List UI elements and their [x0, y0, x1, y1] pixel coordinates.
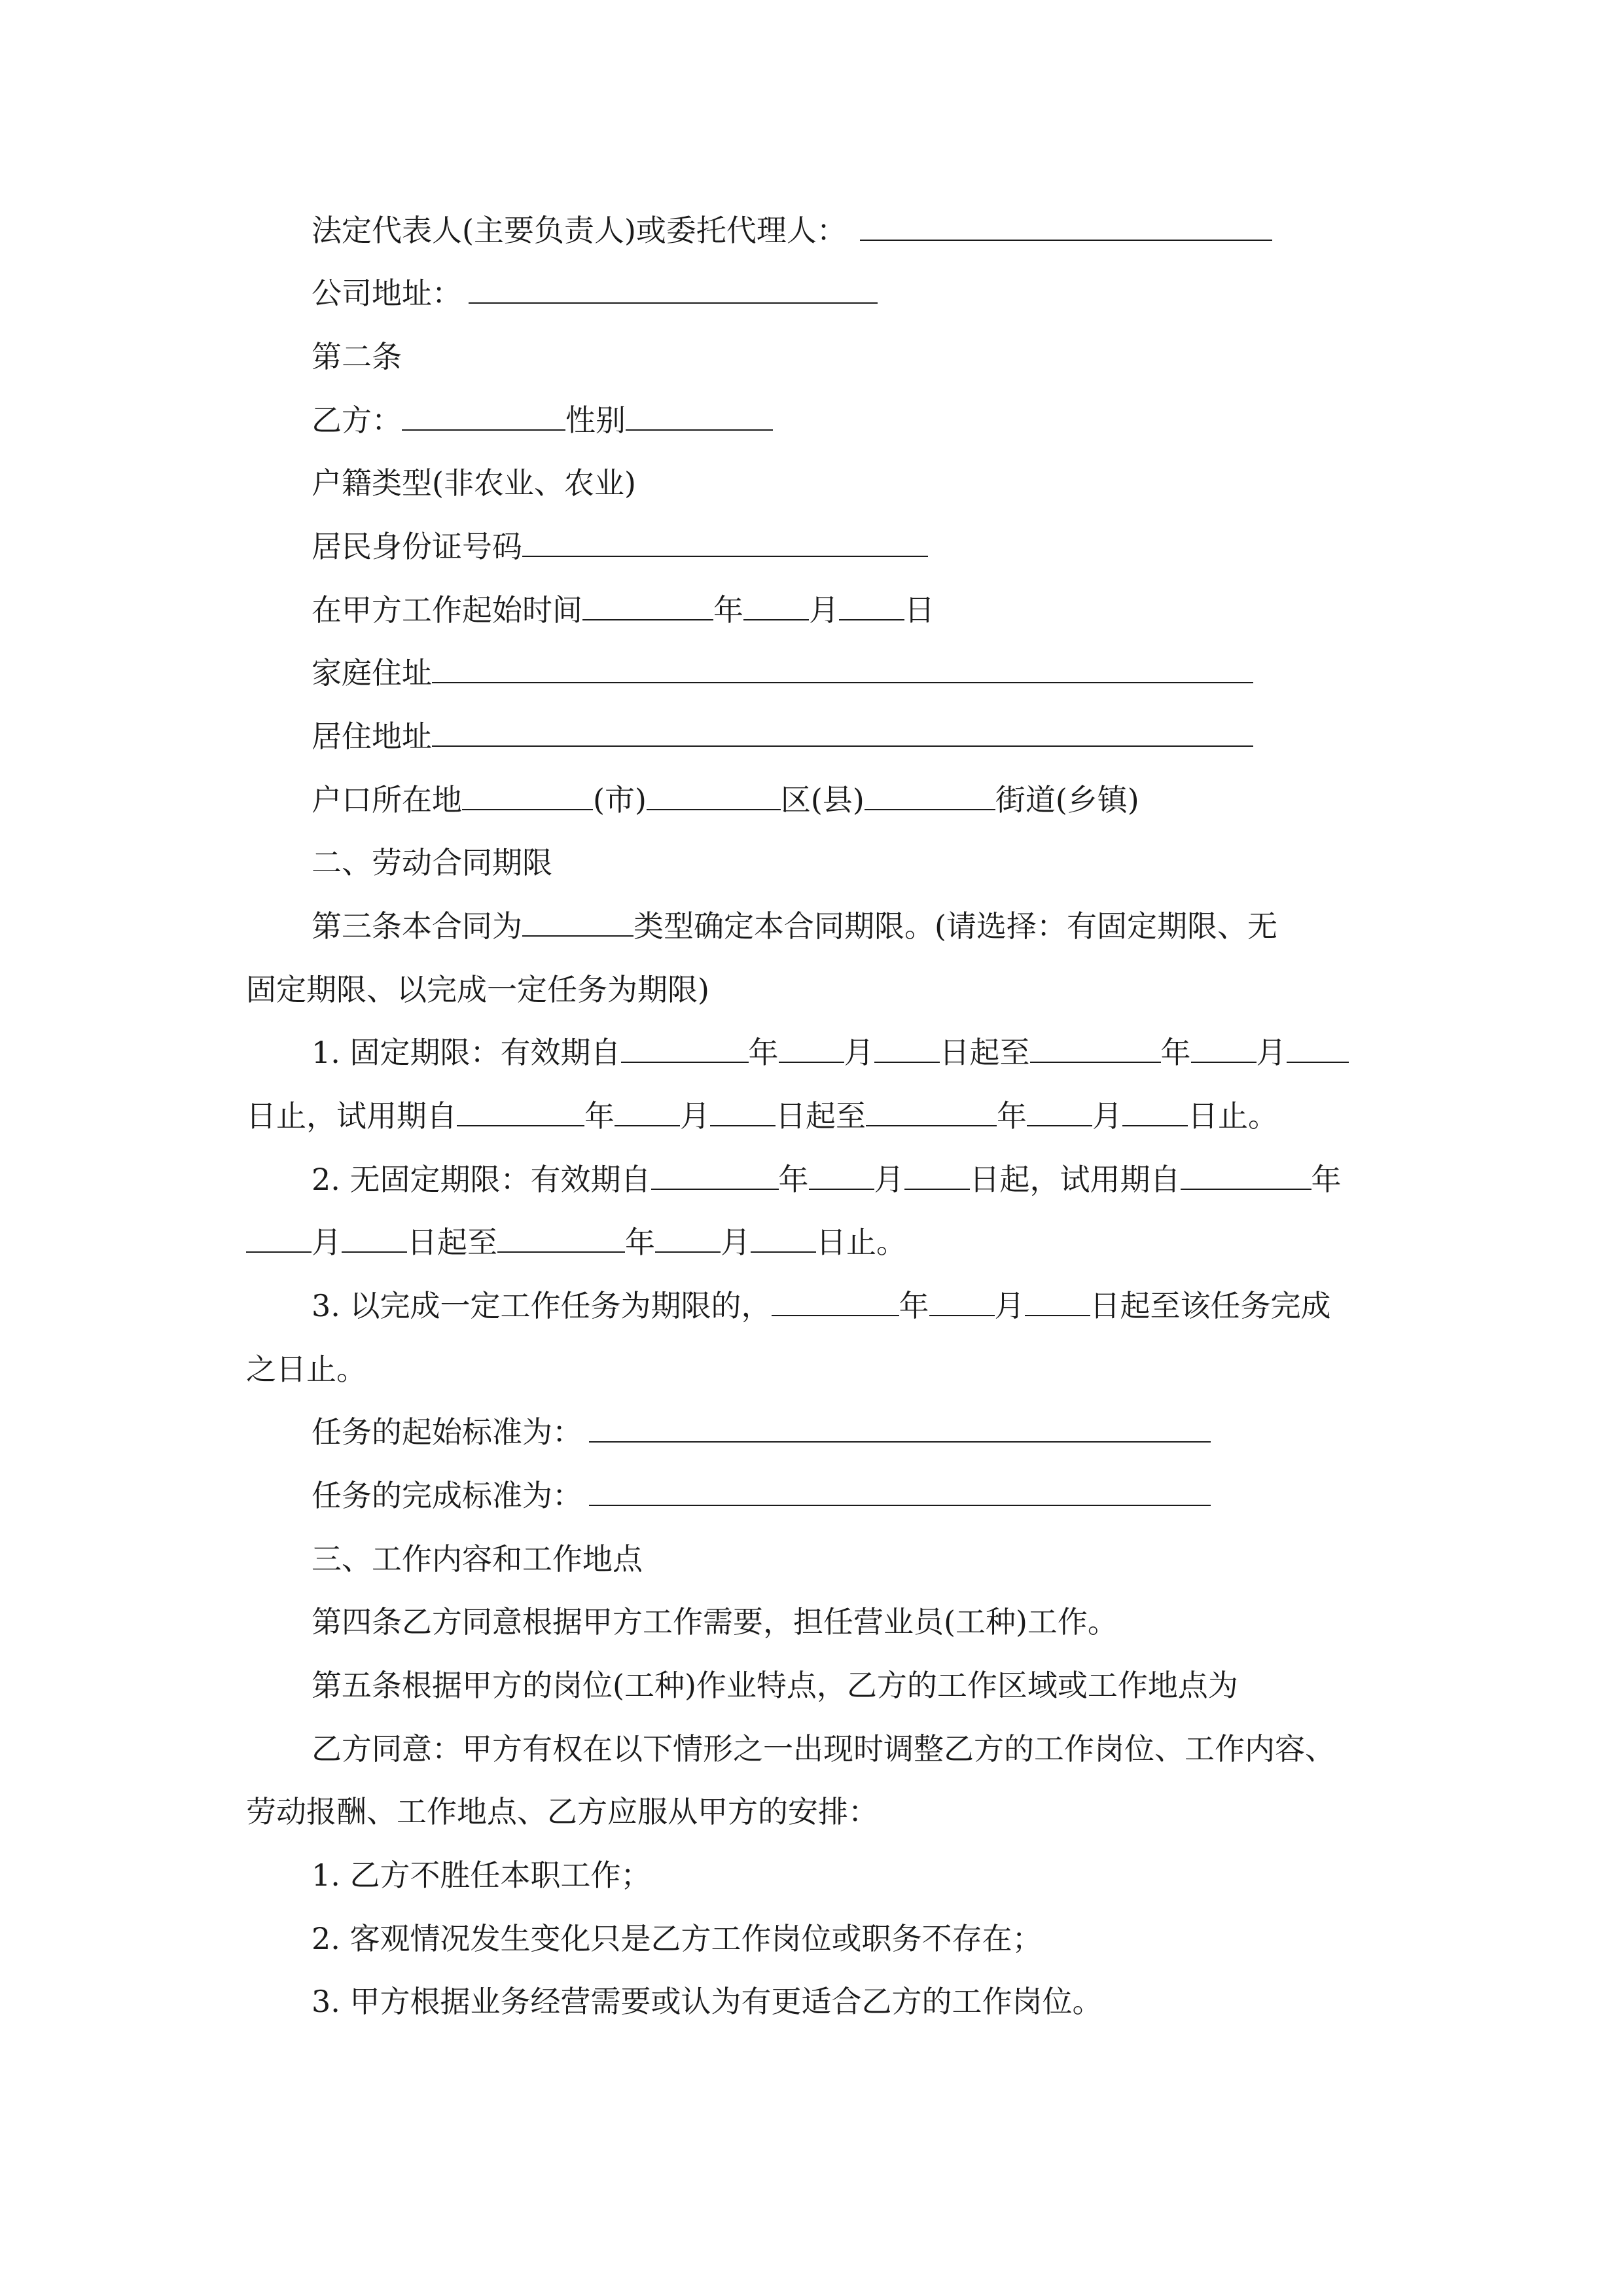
- article-three-continued: 固定期限、以完成一定任务为期限): [246, 972, 709, 1007]
- blank-field[interactable]: [246, 1225, 312, 1253]
- blank-field[interactable]: [1181, 1162, 1311, 1190]
- blank-field[interactable]: [743, 593, 809, 620]
- blank-field[interactable]: [621, 1035, 749, 1063]
- task-term-continued: 之日止。: [246, 1352, 366, 1387]
- list-item: 1. 乙方不胜任本职工作；: [312, 1857, 651, 1893]
- residence-address-line: 居住地址: [246, 717, 1385, 756]
- open-term-line: 2. 无固定期限：有效期自 年 月 日起，试用期自 年: [312, 1162, 1342, 1197]
- article-three-line: 第三条本合同为 类型确定本合同期限。(请选择：有固定期限、无: [312, 908, 1277, 944]
- blank-field[interactable]: [904, 1162, 970, 1190]
- blank-field[interactable]: [497, 1225, 625, 1253]
- task-term-line: 3. 以完成一定工作任务为期限的， 年 月 日起至该任务完成: [312, 1288, 1331, 1323]
- blank-field[interactable]: [469, 276, 878, 304]
- blank-field[interactable]: [751, 1225, 816, 1253]
- fixed-term-continued: 日止，试用期自 年 月 日起至 年 月 日止。: [246, 1098, 1278, 1134]
- blank-field[interactable]: [655, 1225, 721, 1253]
- task-start-standard-line: 任务的起始标准为：: [246, 1412, 1385, 1452]
- section-heading: 三、工作内容和工作地点: [312, 1541, 643, 1577]
- article-heading: 第二条: [312, 339, 402, 374]
- start-date-line: 在甲方工作起始时间 年 月 日: [312, 592, 935, 628]
- blank-field[interactable]: [772, 1289, 899, 1316]
- blank-field[interactable]: [1025, 1289, 1090, 1316]
- blank-field[interactable]: [432, 656, 1253, 683]
- blank-field[interactable]: [615, 1099, 680, 1126]
- blank-field[interactable]: [457, 1099, 584, 1126]
- blank-field[interactable]: [865, 783, 995, 810]
- blank-field[interactable]: [647, 783, 781, 810]
- adjustment-clause-continued: 劳动报酬、工作地点、乙方应服从甲方的安排：: [246, 1794, 878, 1829]
- legal-representative-line: 法定代表人(主要负责人)或委托代理人：: [246, 211, 1385, 250]
- fixed-term-line: 1. 固定期限：有效期自 年 月 日起至 年 月: [246, 1033, 1385, 1072]
- blank-field[interactable]: [1191, 1035, 1257, 1063]
- blank-field[interactable]: [582, 593, 713, 620]
- blank-field[interactable]: [522, 529, 928, 557]
- blank-field[interactable]: [929, 1289, 995, 1316]
- party-b-line: 乙方： 性别: [246, 401, 1385, 440]
- home-address-line: 家庭住址: [246, 653, 1385, 692]
- household-type-line: 户籍类型(非农业、农业): [312, 465, 636, 501]
- hukou-location-line: 户口所在地 (市) 区(县) 街道(乡镇): [312, 782, 1139, 817]
- blank-field[interactable]: [462, 783, 593, 810]
- blank-field[interactable]: [710, 1099, 776, 1126]
- open-term-continued: 月 日起至 年 月 日止。: [246, 1223, 1385, 1262]
- section-heading: 二、劳动合同期限: [312, 845, 552, 880]
- blank-field[interactable]: [402, 403, 565, 431]
- article-four-line: 第四条乙方同意根据甲方工作需要，担任营业员(工种)工作。: [312, 1604, 1118, 1640]
- blank-field[interactable]: [432, 719, 1253, 747]
- blank-field[interactable]: [860, 213, 1272, 241]
- blank-field[interactable]: [839, 593, 904, 620]
- company-address-line: 公司地址：: [246, 274, 1385, 313]
- list-item: 2. 客观情况发生变化只是乙方工作岗位或职务不存在；: [312, 1921, 1043, 1956]
- blank-field[interactable]: [1027, 1099, 1092, 1126]
- blank-field[interactable]: [522, 909, 633, 937]
- blank-field[interactable]: [809, 1162, 874, 1190]
- blank-field[interactable]: [589, 1415, 1211, 1443]
- blank-field[interactable]: [1122, 1099, 1188, 1126]
- blank-field[interactable]: [589, 1479, 1211, 1506]
- blank-field[interactable]: [626, 403, 773, 431]
- blank-field[interactable]: [866, 1099, 997, 1126]
- task-completion-standard-line: 任务的完成标准为：: [246, 1476, 1385, 1515]
- adjustment-clause-line: 乙方同意：甲方有权在以下情形之一出现时调整乙方的工作岗位、工作内容、: [312, 1731, 1335, 1767]
- blank-field[interactable]: [651, 1162, 779, 1190]
- list-item: 3. 甲方根据业务经营需要或认为有更适合乙方的工作岗位。: [312, 1984, 1103, 2019]
- blank-field[interactable]: [1030, 1035, 1161, 1063]
- blank-field[interactable]: [779, 1035, 844, 1063]
- blank-field[interactable]: [1287, 1035, 1349, 1063]
- blank-field[interactable]: [342, 1225, 407, 1253]
- id-number-line: 居民身份证号码: [246, 527, 1385, 566]
- article-five-line: 第五条根据甲方的岗位(工种)作业特点，乙方的工作区域或工作地点为: [312, 1668, 1238, 1703]
- blank-field[interactable]: [874, 1035, 940, 1063]
